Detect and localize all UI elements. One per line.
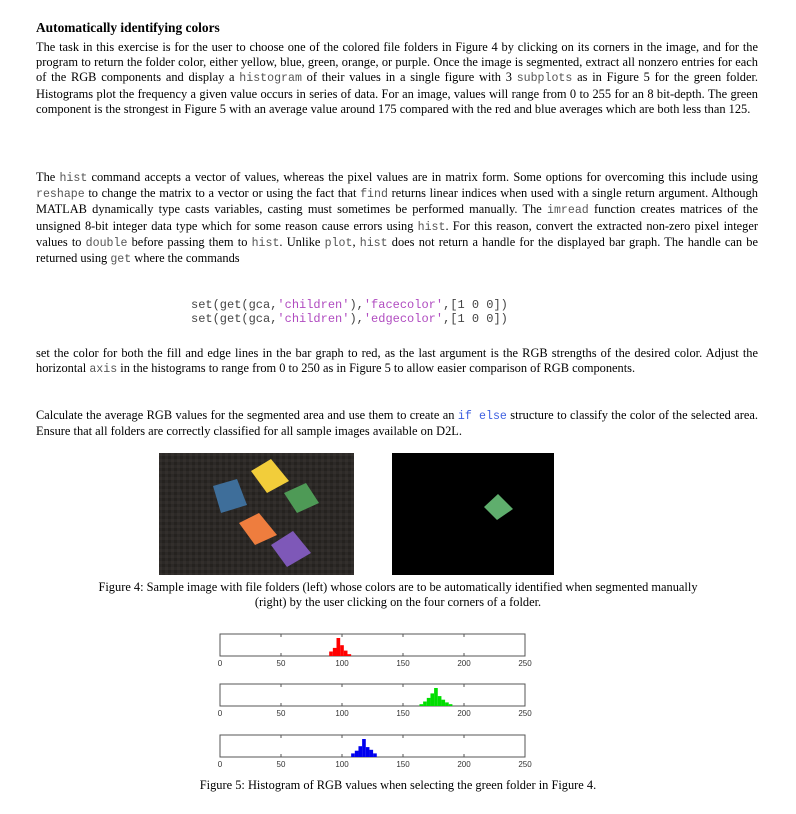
code-line-2: set(get(gca,'children'),'edgecolor',[1 0 0]): [191, 312, 508, 326]
x-tick-label: 250: [518, 760, 532, 769]
histogram-bar: [423, 702, 427, 707]
histogram-panel-green: [218, 684, 532, 718]
x-tick-label: 0: [217, 659, 223, 668]
histogram-panel-blue: [218, 735, 532, 769]
histogram-bar: [441, 700, 445, 706]
histogram-bar: [344, 651, 348, 656]
x-tick-label: 100: [335, 709, 349, 718]
x-tick-label: 150: [396, 709, 410, 718]
code-subplots: subplots: [516, 72, 573, 86]
code-histogram: histogram: [239, 72, 302, 86]
figure-4-caption: Figure 4: Sample image with file folders (left) whose colors are to be automatically identified when segmented manually (right) by the user clicking on the four corners of a folder.: [98, 580, 698, 609]
histogram-bar: [430, 693, 434, 706]
axes-frame: [220, 634, 525, 656]
x-tick-label: 100: [335, 659, 349, 668]
code-if-else: if else: [457, 410, 507, 423]
x-tick-label: 250: [518, 659, 532, 668]
folders-photo: [159, 453, 354, 575]
histogram-bar: [355, 751, 359, 757]
histogram-bar: [347, 654, 351, 656]
figure-5-caption: Figure 5: Histogram of RGB values when selecting the green folder in Figure 4.: [199, 778, 597, 792]
x-tick-label: 150: [396, 760, 410, 769]
histogram-bar: [329, 652, 333, 657]
x-tick-label: 250: [518, 709, 532, 718]
histogram-bar: [333, 648, 337, 656]
histogram-bar: [427, 698, 431, 706]
x-tick-label: 150: [396, 659, 410, 668]
histogram-bar: [373, 753, 377, 757]
histogram-bar: [419, 704, 423, 706]
x-tick-label: 50: [276, 709, 286, 718]
paragraph-2: The hist command accepts a vector of values, whereas the pixel values are in matrix form. Some options for overcoming this include using reshape to change the matrix to a vector or using the fact that find returns linear indices when used with a single return argument. Although MATLAB dynamically type casts variables, casting must sometimes be performed manually. The imread function creates matrices of the unsigned 8-bit integer data type which for some reason cause errors using hist. For this reason, convert the extracted non-zero pixel integer values to double before passing them to hist. Unlike plot, hist does not return a handle for the displayed bar graph. The handle can be returned using get where the commands: [36, 170, 759, 267]
paragraph-4: Calculate the average RGB values for the segmented area and use them to create an if else structure to classify the color of the selected area. Ensure that all folders are correctly classified for all sample images available on D2L.: [36, 408, 758, 439]
paragraph-1: The task in this exercise is for the user to choose one of the colored file folders in Figure 4 by clicking on its corners in the image, and for the program to return the folder color, either yellow, blue, green, orange, or purple. Once the image is segmented, extract all nonzero entries for each of the RGB components and display a histogram of their values in a single figure with 3 subplots as in Figure 5 for the green folder. Histograms plot the frequency a given value occurs in series of data. For an image, values will range from 0 to 255 for an 8 bit-depth. The green component is the strongest in Figure 5 with an average value around 175 compared with the red and blue averages which are both less than 125.: [36, 40, 758, 116]
x-tick-label: 0: [217, 709, 223, 718]
histogram-bar: [351, 753, 355, 757]
code-line-1: set(get(gca,'children'),'facecolor',[1 0 0]): [191, 298, 508, 312]
histogram-bar: [438, 696, 442, 706]
x-tick-label: 100: [335, 760, 349, 769]
code-block: [191, 298, 508, 326]
histogram-bar: [340, 645, 344, 656]
section-heading: Automatically identifying colors: [36, 20, 220, 35]
segmented-green-folder: [484, 494, 513, 520]
paragraph-3: set the color for both the fill and edge lines in the bar graph to red, as the last argument is the RGB strengths of the desired color. Adjust the horizontal axis in the histograms to range from 0 to 250 as in Figure 5 to allow easier comparison of RGB components.: [36, 346, 758, 377]
axes-frame: [220, 684, 525, 706]
x-tick-label: 200: [457, 760, 471, 769]
histogram-bar: [445, 702, 449, 706]
histogram-bar: [362, 739, 366, 757]
x-tick-label: 50: [276, 760, 286, 769]
histogram-bar: [369, 750, 373, 757]
histogram-bar: [337, 638, 341, 656]
x-tick-label: 200: [457, 659, 471, 668]
x-tick-label: 0: [217, 760, 223, 769]
histogram-bar: [449, 704, 453, 706]
histogram-panel-red: [218, 634, 532, 668]
x-tick-label: 200: [457, 709, 471, 718]
histogram-bar: [366, 747, 370, 757]
histogram-bar: [358, 746, 362, 757]
segmented-image: [392, 453, 554, 575]
x-tick-label: 50: [276, 659, 286, 668]
histogram-bar: [434, 688, 438, 706]
axes-frame: [220, 735, 525, 757]
